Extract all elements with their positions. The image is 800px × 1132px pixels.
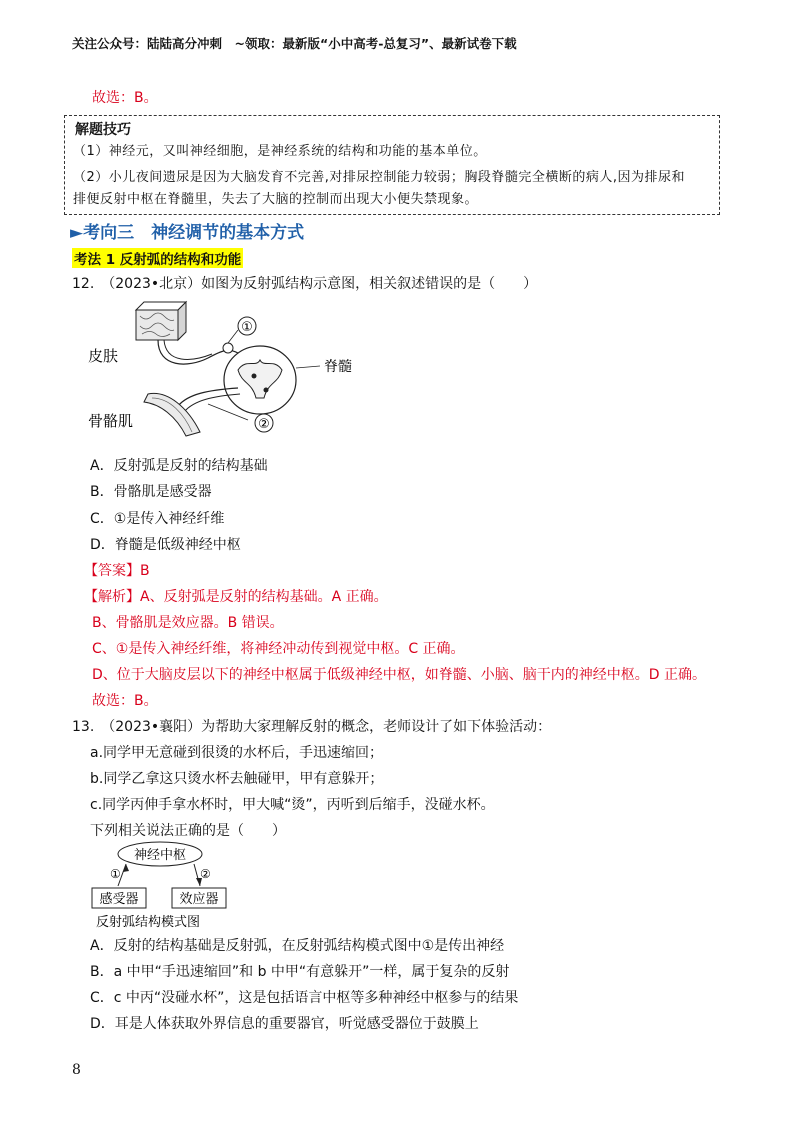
q13-option-c: C．c 中丙“没碰水杯”，这是包括语言中枢等多种神经中枢参与的结果 (90, 990, 519, 1006)
previous-answer: 故选：B。 (92, 90, 158, 106)
tips-paragraph-2b: 排便反射中枢在脊髓里，失去了大脑的控制而出现大小便失禁现象。 (73, 192, 479, 207)
q13-option-b: B．a 中甲“手迅速缩回”和 b 中甲“有意躲开”一样，属于复杂的反射 (90, 964, 510, 980)
q12-option-b: B．骨骼肌是感受器 (90, 484, 212, 500)
q13-option-d: D．耳是人体获取外界信息的重要器官，听觉感受器位于鼓膜上 (90, 1016, 479, 1032)
q12-option-d: D．脊髓是低级神经中枢 (90, 537, 241, 553)
reflex-arc-model-diagram (88, 838, 258, 933)
label-skin: 皮肤 (88, 347, 119, 365)
q13-item-b: b.同学乙拿这只烫水杯去触碰甲，甲有意躲开； (90, 771, 384, 787)
skin-block (136, 302, 186, 340)
center-label: 神经中枢 (133, 848, 187, 863)
q13-item-c: c.同学丙伸手拿水杯时，甲大喊“烫”，丙听到后缩手，没碰水杯。 (90, 797, 495, 813)
q12-option-a: A．反射弧是反射的结构基础 (90, 458, 268, 474)
q13-item-a: a.同学甲无意碰到很烫的水杯后，手迅速缩回； (90, 745, 384, 761)
model-mark-1: ① (110, 867, 121, 881)
reflex-arc-diagram (88, 298, 388, 438)
label-spinal: 脊髓 (324, 359, 352, 375)
q12-final: 故选：B。 (92, 693, 158, 709)
model-caption: 反射弧结构模式图 (96, 915, 201, 930)
spinal-cord (224, 346, 296, 414)
marker-1-label: ① (241, 320, 253, 335)
model-mark-2: ② (200, 867, 211, 881)
section-title: ►考向三 神经调节的基本方式 (70, 223, 305, 243)
q12-analysis-1: 【解析】A、反射弧是反射的结构基础。A 正确。 (84, 589, 388, 605)
effector-label: 效应器 (179, 892, 219, 907)
tips-paragraph-1: （1）神经元，又叫神经细胞，是神经系统的结构和功能的基本单位。 (73, 144, 487, 159)
q12-analysis-2: B、骨骼肌是效应器。B 错误。 (92, 615, 284, 631)
tips-box (64, 115, 720, 215)
q12-analysis-3: C、①是传入神经纤维，将神经冲动传到视觉中枢。C 正确。 (92, 641, 465, 657)
page-header: 关注公众号：陆陆高分冲刺 ~领取：最新版“小中高考-总复习”、最新试卷下载 (72, 36, 517, 51)
method-heading: 考法 1 反射弧的结构和功能 (72, 248, 243, 268)
q13-question: 下列相关说法正确的是（ ） (90, 823, 286, 839)
q12-stem: 12. （2023•北京）如图为反射弧结构示意图，相关叙述错误的是（ ） (72, 276, 538, 292)
page-number: 8 (72, 1062, 81, 1078)
receptor-label: 感受器 (99, 892, 139, 907)
q12-option-c: C．①是传入神经纤维 (90, 511, 225, 527)
q13-stem: 13. （2023•襄阳）为帮助大家理解反射的概念，老师设计了如下体验活动： (72, 719, 552, 735)
muscle (144, 393, 200, 436)
q13-option-a: A．反射的结构基础是反射弧，在反射弧结构模式图中①是传出神经 (90, 938, 505, 954)
tips-paragraph-2a: （2）小儿夜间遗尿是因为大脑发育不完善,对排尿控制能力较弱；胸段脊髓完全横断的病人,因为排尿和 (73, 170, 686, 185)
q12-answer: 【答案】B (84, 563, 150, 579)
tips-title: 解题技巧 (75, 122, 131, 138)
label-muscle: 骨骼肌 (88, 412, 134, 430)
q12-analysis-4: D、位于大脑皮层以下的神经中枢属于低级神经中枢，如脊髓、小脑、脑干内的神经中枢。D 正确。 (92, 667, 707, 683)
marker-2-label: ② (258, 417, 270, 432)
